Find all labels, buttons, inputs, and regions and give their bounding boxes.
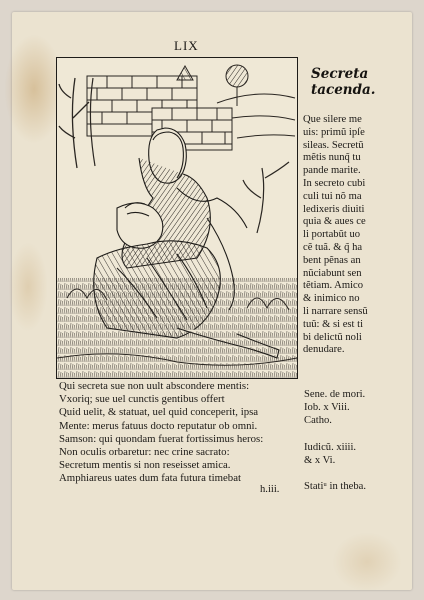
sidebar-line: cẽ tuã. & q̃ ha xyxy=(303,241,363,253)
sidebar-line: culi tui nõ ma xyxy=(303,190,362,202)
verse-line: Non oculis orbaretur: nec crine sacrato: xyxy=(59,446,230,459)
reference-line: Catho. xyxy=(304,415,332,426)
water-stain-bottom xyxy=(332,532,402,592)
chapter-heading-line: Secreta xyxy=(311,66,369,82)
verse-line: Samson: qui quondam fuerat fortissimus heros: xyxy=(59,432,264,445)
verse-line: Secretum mentis si non reseisset amica. xyxy=(59,459,231,472)
water-stain-left xyxy=(8,242,48,332)
chapter-heading xyxy=(311,66,401,98)
signature-mark: h.iii. xyxy=(260,484,280,495)
sidebar-line: bent pẽnas an xyxy=(303,254,361,266)
reference-line: Statiᵘ in theba. xyxy=(304,481,367,492)
folio-number: LIX xyxy=(174,38,199,53)
sidebar-line: li narrare sensũ xyxy=(303,305,368,317)
sidebar-line: bi delictũ noli xyxy=(303,331,362,343)
sidebar-line: Que silere me xyxy=(303,114,362,125)
reference-line: Sene. de mori. xyxy=(304,389,366,400)
sidebar-line: uis: primũ ipſe xyxy=(303,126,365,138)
reference-line: & x Vi. xyxy=(304,455,336,466)
reference-line: Iudicũ. xiiii. xyxy=(304,442,357,453)
verse-line: Amphiareus uates dum fata futura timebat xyxy=(59,472,241,485)
sidebar-line: sileas. Secretũ xyxy=(303,139,364,151)
sidebar-line: li portabũt uo xyxy=(303,229,361,241)
sidebar-line: ledixeris diuiti xyxy=(303,203,365,215)
sidebar-line: mẽtis nunq̃ tu xyxy=(303,152,361,164)
verse-line: Vxoriq; sue uel cunctis gentibus offert xyxy=(59,393,225,406)
verse-line: Quid uelit, & statuat, uel quid conceperit, ipsa xyxy=(59,406,259,419)
chapter-heading-line: tacenda. xyxy=(311,82,376,98)
water-stain-top-left xyxy=(4,34,64,144)
woodcut-illustration xyxy=(56,57,298,379)
sidebar-line: & inimico no xyxy=(303,293,360,305)
sidebar-line: denudare. xyxy=(303,344,345,356)
sidebar-line: quia & aues ce xyxy=(303,216,366,228)
sidebar-line: nũciabunt sen xyxy=(303,267,362,279)
verse-line: Mente: merus fatuus docto reputatur ob omni. xyxy=(59,419,258,432)
verse-line: Qui secreta sue non uult abscondere mentis: xyxy=(59,380,250,392)
reference-line: Iob. x Viii. xyxy=(304,402,350,413)
sidebar-line: In secreto cubi xyxy=(303,177,366,189)
verse-block xyxy=(59,380,304,486)
sidebar-line: tuũ: & si est ti xyxy=(303,318,364,330)
sidebar-line: tẽtiam. Amico xyxy=(303,280,364,292)
sidebar-text xyxy=(303,114,403,357)
sidebar-line: pande marite. xyxy=(303,165,361,177)
